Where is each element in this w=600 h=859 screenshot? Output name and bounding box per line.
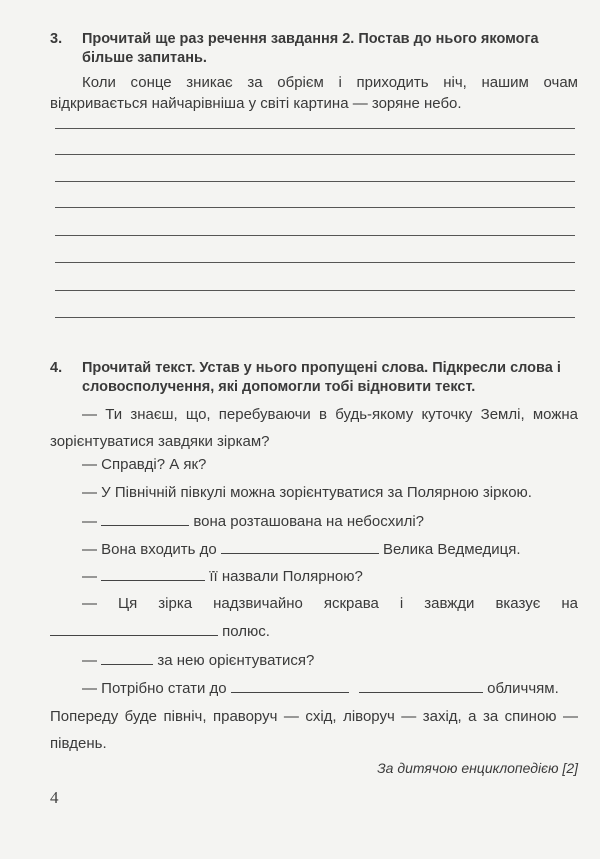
writing-line-8[interactable] [55,317,575,318]
dialogue-line-6-text: її назвали Полярною? [209,568,363,585]
dialogue-line-5 [82,538,521,560]
dialogue-line-5-end: Велика Ведмедиця. [383,541,521,558]
writing-line-6[interactable] [55,262,575,263]
dialogue-line-5-start: — Вона входить до [82,541,217,558]
blank-6[interactable] [231,677,349,693]
dialogue-line-9-start: — Потрібно стати до [82,680,227,697]
dialogue-line-10: Попереду буде північ, праворуч — схід, ліворуч — захід, а за спиною — південь. [50,708,578,752]
writing-line-2[interactable] [55,154,575,155]
task-3-text: Прочитай ще раз речення завдання 2. Постав до нього якомога більше запитань. [82,31,539,66]
dialogue-line-4-text: вона розташована на небосхилі? [193,513,425,530]
dialogue-line-8 [82,649,314,671]
writing-line-4[interactable] [55,207,575,208]
page-number: 4 [50,788,59,807]
dialogue-line-7-start: — Ця зірка надзвичайно яскрава і завжди вказує на [82,595,578,612]
dialogue-line-7-cont [50,620,270,642]
blank-4[interactable] [50,620,218,636]
dialogue-line-1: — Ти знаєш, що, перебуваючи в будь-якому куточку Землі, можна зорієнтуватися завдяки зіркам? [50,406,578,450]
writing-line-5[interactable] [55,235,575,236]
dialogue-line-2: — Справді? А як? [82,456,207,473]
blank-2[interactable] [221,538,379,554]
dialogue-line-6-dash: — [82,568,97,585]
dialogue-line-4-dash: — [82,513,97,530]
blank-7[interactable] [359,677,483,693]
dialogue-line-8-text: за нею орієнтуватися? [157,652,315,669]
dialogue-line-8-dash: — [82,652,97,669]
dialogue-line-4 [82,510,424,532]
blank-1[interactable] [101,510,189,526]
task-3-number: 3. [50,31,63,47]
writing-line-7[interactable] [55,290,575,291]
task-4-heading [50,359,585,397]
task-4-text: Прочитай текст. Устав у нього пропущені слова. Підкресли слова і словосполучення, які допомогли тобі відновити текст. [82,360,561,395]
dialogue-line-9 [82,677,559,699]
task-3-sentence: Коли сонце зникає за обрієм і приходить ніч, нашим очам відкривається найчарівніша у світі картина — зоряне небо. [50,74,578,112]
writing-line-3[interactable] [55,181,575,182]
dialogue-line-6 [82,565,363,587]
task-4-number: 4. [50,360,63,376]
task-3-heading [50,30,585,68]
blank-3[interactable] [101,565,205,581]
writing-line-1[interactable] [55,128,575,129]
dialogue-line-9-end: обличчям. [487,680,559,697]
dialogue-line-7-end: полюс. [222,623,270,640]
source-citation: За дитячою енциклопедією [2] [377,760,578,776]
dialogue-line-3: — У Північній півкулі можна зорієнтуватися за Полярною зіркою. [82,484,532,501]
blank-5[interactable] [101,649,153,665]
